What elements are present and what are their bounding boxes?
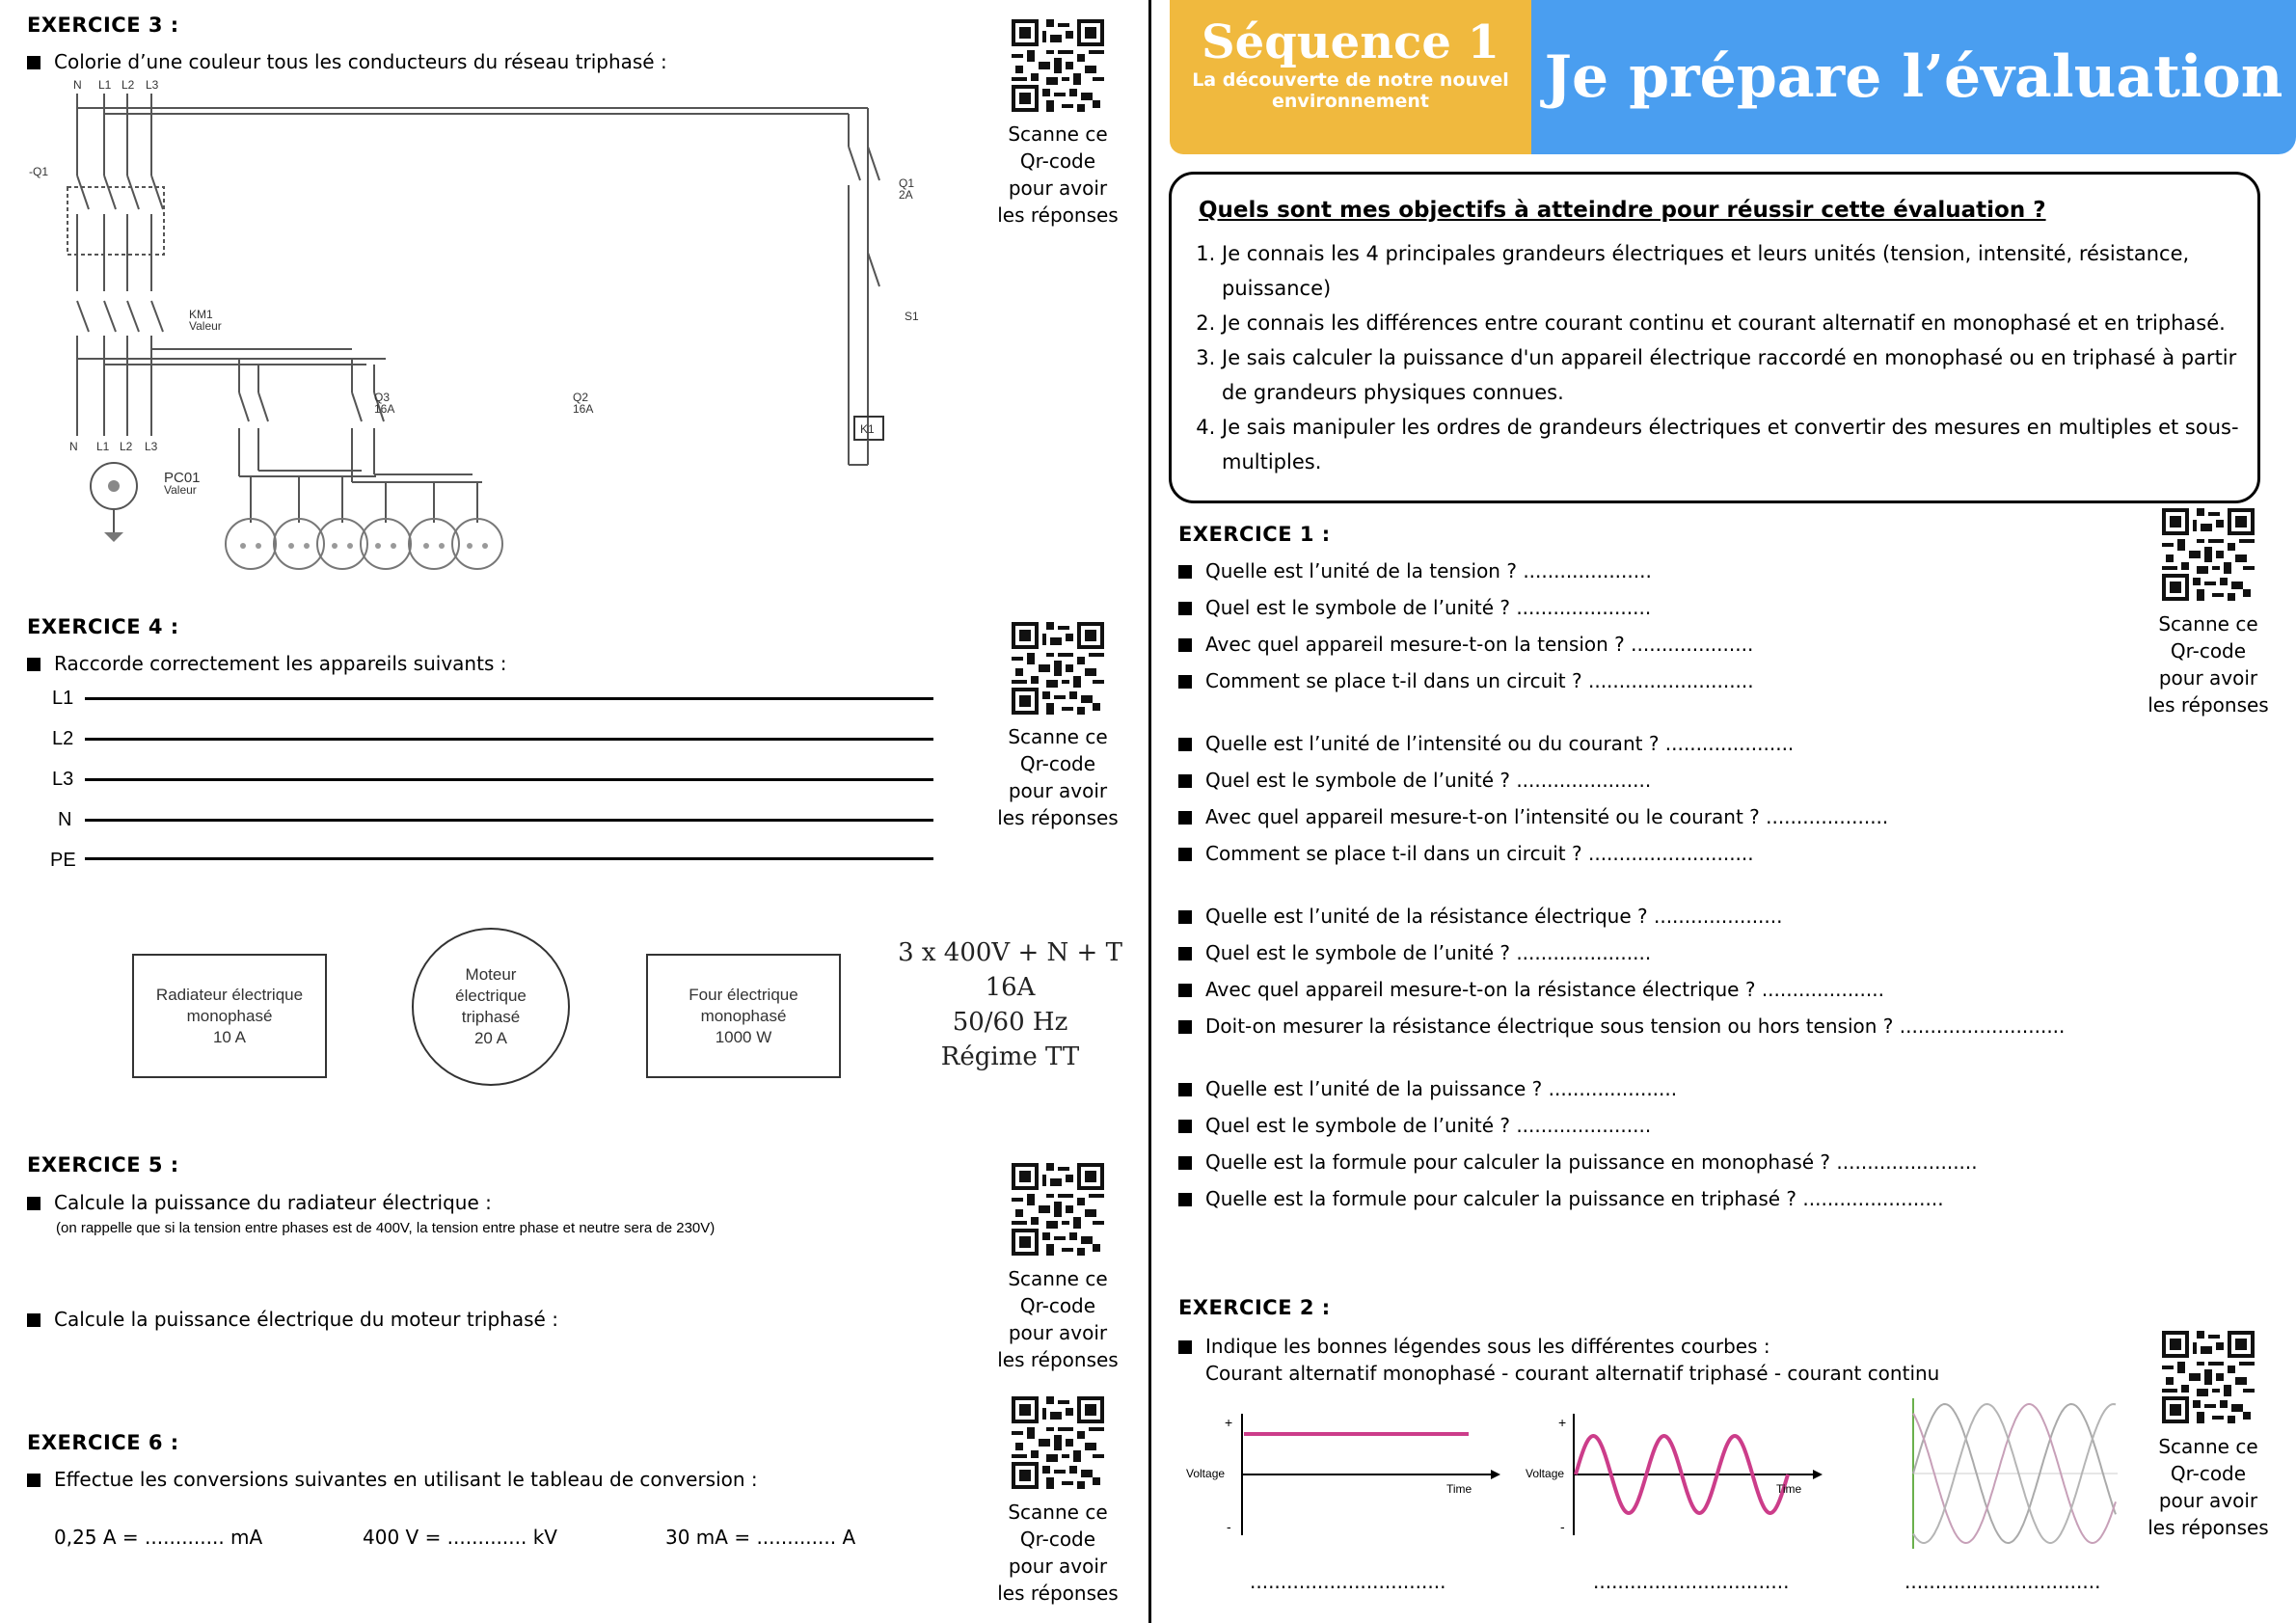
qr-code-icon[interactable] [1012, 622, 1104, 715]
label-motor-l1: L1 [96, 440, 110, 453]
qr-label: Scanne ce Qr-code pour avoir les réponses [2147, 612, 2269, 717]
question-line: Quelle est la formule pour calculer la puissance en triphasé ? ....................... [1178, 1187, 2065, 1224]
question-line: Avec quel appareil mesure-t-on la résistance électrique ? .................... [1178, 978, 2065, 1014]
supply-specs: 3 x 400V + N + T 16A 50/60 Hz Régime TT [898, 938, 1122, 1071]
exercise-5-note: (on rappelle que si la tension entre phases est de 400V, la tension entre phase et neutre sera de 230V) [56, 1220, 716, 1236]
label-q3: Q3 [374, 391, 391, 404]
graph-minus: - [1227, 1519, 1231, 1534]
question-line: Avec quel appareil mesure-t-on l’intensité ou le courant ? .................... [1178, 805, 2065, 842]
question-line: Quel est le symbole de l’unité ? ...................... [1178, 596, 2065, 633]
objective-item: 1. Je connais les 4 principales grandeurs électriques et leurs unités (tension, intensité, résistance, puissance) [1222, 236, 2254, 306]
wire-n [85, 819, 933, 822]
question-line: Quelle est l’unité de l’intensité ou du courant ? ..................... [1178, 732, 2065, 769]
exercise-5-question-1: Calcule la puissance du radiateur électrique : [27, 1191, 492, 1214]
answer-blank-3[interactable]: ................................ [1904, 1570, 2101, 1593]
conversion-1[interactable]: 0,25 A = ............. mA [54, 1526, 263, 1549]
question-line: Quelle est l’unité de la tension ? ..................... [1178, 559, 2065, 596]
exercise-2-legend-choices: Courant alternatif monophasé - courant alternatif triphasé - courant continu [1205, 1362, 1940, 1385]
answer-blank-1[interactable]: ................................ [1250, 1570, 1446, 1593]
question-line: Quel est le symbole de l’unité ? ...................... [1178, 769, 2065, 805]
label-q3-rating: 16A [374, 402, 395, 416]
conversion-3[interactable]: 30 mA = ............. A [665, 1526, 856, 1549]
question-line: Quelle est l’unité de la résistance électrique ? ..................... [1178, 905, 2065, 941]
qr-label: Scanne ce Qr-code pour avoir les réponses [997, 725, 1119, 829]
label-q1: Q1 [899, 176, 915, 190]
qr-code-icon[interactable] [1012, 19, 1104, 112]
page-divider [1148, 0, 1151, 1623]
objective-item: 2. Je connais les différences entre courant continu et courant alternatif en monophasé et en triphasé. [1222, 306, 2254, 340]
objective-item: 4. Je sais manipuler les ordres de grandeurs électriques et convertir des mesures en multiples et sous-multiples. [1222, 410, 2254, 479]
wire-l1 [85, 697, 933, 700]
label-l1: L1 [98, 79, 112, 92]
label-q1-rating: 2A [899, 188, 913, 202]
question-line: Doit-on mesurer la résistance électrique sous tension ou hors tension ? ........................... [1178, 1014, 2065, 1051]
qr-code-icon[interactable] [2162, 1331, 2255, 1423]
wire-l2 [85, 738, 933, 741]
qr-label: Scanne ce Qr-code pour avoir les réponses [997, 1501, 1119, 1605]
graph-time-label: Time [1776, 1482, 1802, 1496]
label-pc01: PC01 [164, 470, 201, 486]
graph-minus: - [1560, 1519, 1565, 1534]
oven-box[interactable]: Four électrique monophasé 1000 W [646, 954, 841, 1078]
exercise-1-questions [1178, 559, 2065, 1224]
qr-label: Scanne ce Qr-code pour avoir les réponses [2147, 1435, 2269, 1539]
graph-three-phase-ac [1905, 1396, 2122, 1551]
wire-label-l1: L1 [52, 688, 74, 709]
graph-plus: + [1225, 1415, 1233, 1430]
label-l3: L3 [146, 79, 159, 92]
graph-time-label: Time [1446, 1482, 1472, 1496]
question-line: Quelle est l’unité de la puissance ? ..................... [1178, 1077, 2065, 1114]
question-line: Quel est le symbole de l’unité ? ...................... [1178, 1114, 2065, 1150]
radiator-box[interactable]: Radiateur électrique monophasé 10 A [132, 954, 327, 1078]
exercise-4-instruction: Raccorde correctement les appareils suivants : [27, 652, 506, 675]
exercise-1-title: EXERCICE 1 : [1178, 523, 1331, 546]
question-line: Avec quel appareil mesure-t-on la tension ? .................... [1178, 633, 2065, 669]
label-motor-l3: L3 [145, 440, 158, 453]
label-s1: S1 [905, 310, 919, 323]
wire-label-pe: PE [50, 850, 76, 871]
qr-code-icon[interactable] [1012, 1396, 1104, 1489]
graph-voltage-label: Voltage [1186, 1467, 1226, 1480]
exercise-5-question-2: Calcule la puissance électrique du moteur triphasé : [27, 1308, 558, 1331]
conversion-2[interactable]: 400 V = ............. kV [363, 1526, 557, 1549]
graph-direct-current [1184, 1408, 1502, 1543]
question-line: Quel est le symbole de l’unité ? ...................... [1178, 941, 2065, 978]
wire-l3 [85, 778, 933, 781]
three-phase-circuit-diagram [19, 79, 926, 581]
wire-pe [85, 857, 933, 860]
label-n: N [73, 79, 82, 92]
page-title: Je prépare l’évaluation [1531, 0, 2296, 154]
question-line: Quelle est la formule pour calculer la puissance en monophasé ? ....................... [1178, 1150, 2065, 1187]
sequence-banner [1170, 0, 1531, 154]
qr-code-icon[interactable] [2162, 508, 2255, 601]
exercise-2-instruction: Indique les bonnes légendes sous les différentes courbes : [1178, 1335, 1770, 1358]
exercise-6-instruction: Effectue les conversions suivantes en utilisant le tableau de conversion : [27, 1468, 758, 1491]
objectives-list [1193, 236, 2254, 479]
exercise-3-title: EXERCICE 3 : [27, 14, 179, 37]
label-k1: K1 [860, 422, 875, 436]
qr-label: Scanne ce Qr-code pour avoir les réponses [997, 1267, 1119, 1371]
sequence-subtitle: La découverte de notre nouvel environnement [1192, 69, 1509, 112]
objectives-box [1169, 172, 2260, 503]
label-pc01-value: Valeur [164, 483, 197, 497]
exercise-2-title: EXERCICE 2 : [1178, 1296, 1331, 1319]
bullet-icon [27, 1197, 41, 1210]
answer-blank-2[interactable]: ................................ [1593, 1570, 1790, 1593]
exercise-3-instruction: Colorie d’une couleur tous les conducteurs du réseau triphasé : [27, 50, 667, 73]
graph-plus: + [1558, 1415, 1567, 1430]
motor-circle[interactable]: Moteur électrique triphasé 20 A [412, 928, 570, 1086]
label-q1-main: -Q1 [29, 165, 49, 178]
label-q2: Q2 [573, 391, 589, 404]
bullet-icon [27, 1313, 41, 1327]
objective-item: 3. Je sais calculer la puissance d'un appareil électrique raccordé en monophasé ou en triphasé à partir de grandeurs physiques connues. [1222, 340, 2254, 410]
label-l2: L2 [122, 79, 135, 92]
exercise-6-title: EXERCICE 6 : [27, 1431, 179, 1454]
wire-label-n: N [58, 809, 72, 830]
label-km1-value: Valeur [189, 319, 222, 333]
bullet-icon [27, 658, 41, 671]
graph-voltage-label: Voltage [1526, 1467, 1565, 1480]
label-km1: KM1 [189, 308, 213, 321]
exercise-5-title: EXERCICE 5 : [27, 1153, 179, 1177]
bullet-icon [27, 1474, 41, 1487]
wire-label-l2: L2 [52, 728, 74, 749]
wire-label-l3: L3 [52, 769, 74, 790]
label-q2-rating: 16A [573, 402, 594, 416]
qr-label: Scanne ce Qr-code pour avoir les réponses [997, 122, 1119, 227]
bullet-icon [27, 56, 41, 69]
sequence-title: Séquence 1 [1202, 15, 1499, 69]
qr-code-icon[interactable] [1012, 1163, 1104, 1256]
label-motor-n: N [69, 440, 78, 453]
question-line: Comment se place t-il dans un circuit ? ........................... [1178, 842, 2065, 879]
question-line: Comment se place t-il dans un circuit ? ........................... [1178, 669, 2065, 706]
exercise-4-title: EXERCICE 4 : [27, 615, 179, 638]
graph-single-phase-ac [1524, 1408, 1842, 1543]
label-motor-l2: L2 [120, 440, 133, 453]
objectives-title: Quels sont mes objectifs à atteindre pour réussir cette évaluation ? [1199, 198, 2046, 223]
